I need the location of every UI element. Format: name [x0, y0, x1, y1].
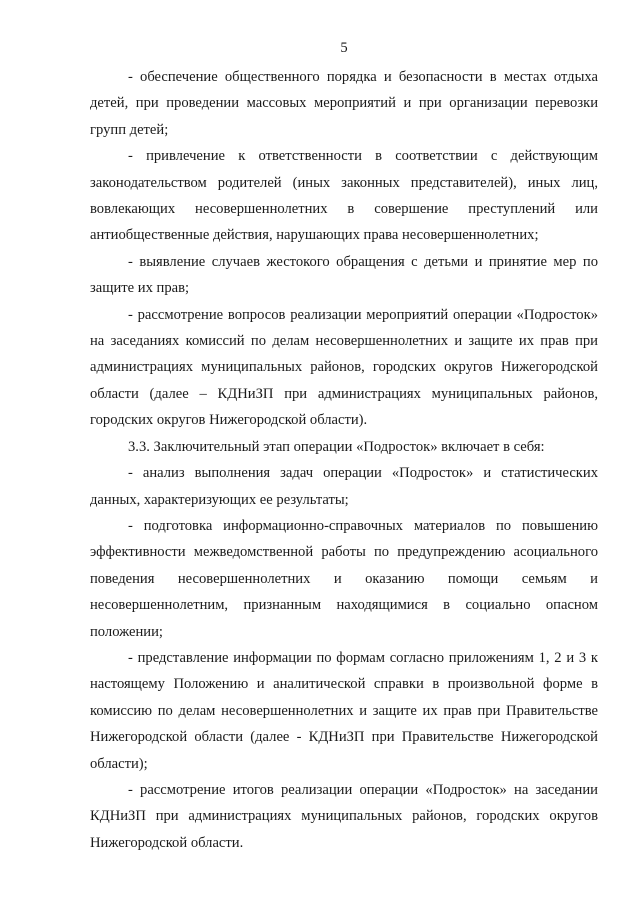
paragraph-public-order: - обеспечение общественного порядка и безопасности в местах отдыха детей, при проведении массовых мероприятий и при организации перевозки групп детей;: [90, 69, 598, 138]
paragraph-results-review: - рассмотрение итогов реализации операции «Подросток» на заседании КДНиЗП при администрациях муниципальных районов, городских округов Нижегородской области.: [90, 781, 598, 851]
paragraph-materials: - подготовка информационно-справочных материалов по повышению эффективности межведомственной работы по предупреждению асоциального поведения несовершеннолетних и оказанию помощи семьям и несовершеннолетним, признанным находящимися в социально опасном положении;: [90, 517, 598, 640]
section-heading-3-3: 3.3. Заключительный этап операции «Подросток» включает в себя:: [128, 438, 545, 455]
page-number: 5: [340, 40, 348, 56]
paragraph-analysis: - анализ выполнения задач операции «Подросток» и статистических данных, характеризующих ее результаты;: [90, 465, 598, 508]
paragraph-commission-review: - рассмотрение вопросов реализации мероприятий операции «Подросток» на заседаниях комиссий по делам несовершеннолетних и защите их прав при администрациях муниципальных районов, городских округов Нижегородской области (далее – КДНиЗП при администрациях муниципальных районов, городских округов Нижегородской области).: [90, 306, 598, 429]
paragraph-abuse-detection: - выявление случаев жестокого обращения с детьми и принятие мер по защите их прав;: [90, 253, 598, 297]
paragraph-reporting: - представление информации по формам согласно приложениям 1, 2 и 3 к настоящему Положению и аналитической справки в произвольной форме в комиссию по делам несовершеннолетних и защите их прав при Правительстве Нижегородской области (далее - КДНиЗП при Правительстве Нижегородской области);: [90, 649, 598, 772]
paragraph-liability: - привлечение к ответственности в соответствии с действующим законодательством родителей (иных законных представителей), иных лиц, вовлекающих несовершеннолетних в совершение преступлений или антиобщественные действия, нарушающих права несовершеннолетних;: [90, 148, 598, 244]
